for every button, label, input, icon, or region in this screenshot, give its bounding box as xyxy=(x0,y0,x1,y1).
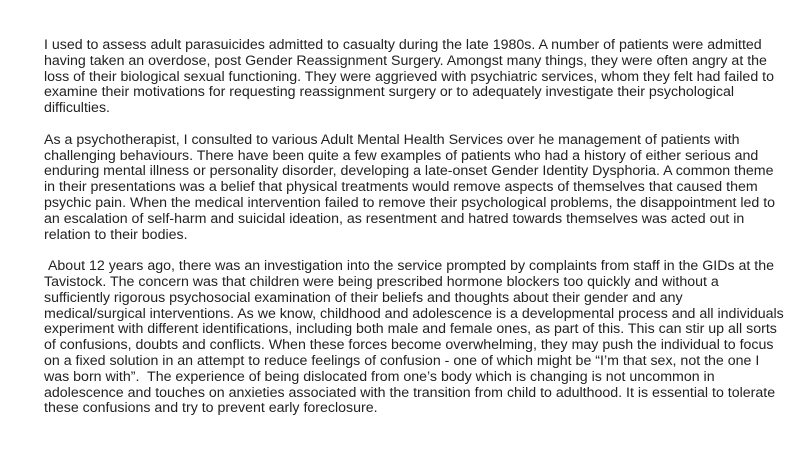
paragraph-parasuicides: I used to assess adult parasuicides admitted to casualty during the late 1980s. A number of patients were admitted having taken an overdose, post Gender Reassignment Surgery. Amongst many things, they were often angry at the loss of their biological sexual functioning. They were aggrieved with psychiatric services, whom they felt had failed to examine their motivations for requesting reassignment surgery or to adequately investigate their psychological difficulties. xyxy=(44,37,774,117)
document-body xyxy=(44,37,788,417)
paragraph-psychotherapist: As a psychotherapist, I consulted to various Adult Mental Health Services over he management of patients with challenging behaviours. There have been quite a few examples of patients who had a history of either serious and enduring mental illness or personality disorder, developing a late-onset Gender Identity Dysphoria. A common theme in their presentations was a belief that physical treatments would remove aspects of themselves that caused them psychic pain. When the medical intervention failed to remove their psychological problems, the disappointment led to an escalation of self-harm and suicidal ideation, as resentment and hatred towards themselves was acted out in relation to their bodies. xyxy=(44,131,776,243)
paragraph-investigation: About 12 years ago, there was an investigation into the service prompted by complaints from staff in the GIDs at the Tavistock. The concern was that children were being prescribed hormone blockers too quickly and without a sufficiently rigorous psychosocial examination of their beliefs and thoughts about their gender and any medical/surgical interventions. As we know, childhood and adolescence is a developmental process and all individuals experiment with different identifications, including both male and female ones, as part of this. This can stir up all sorts of confusions, doubts and conflicts. When these forces become overwhelming, they may push the individual to focus on a fixed solution in an attempt to reduce feelings of confusion - one of which might be “I’m that sex, not the one I was born with”. The experience of being dislocated from one’s body which is changing is not uncommon in adolescence and touches on anxieties associated with the transition from child to adulthood. It is essential to tolerate these confusions and try to prevent early foreclosure. xyxy=(44,258,788,417)
